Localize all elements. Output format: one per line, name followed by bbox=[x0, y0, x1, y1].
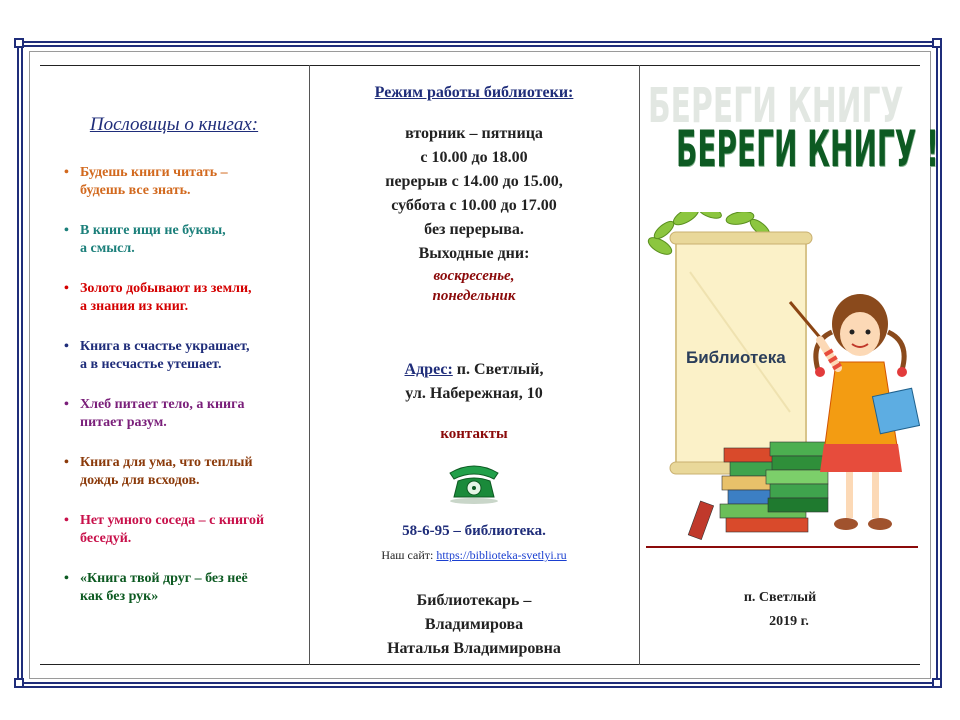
proverb-line: а смысл. bbox=[80, 241, 135, 256]
day-off: воскресенье, bbox=[433, 268, 515, 284]
cover-footer bbox=[640, 586, 920, 634]
proverb-item bbox=[64, 396, 308, 432]
poster-label: Библиотека bbox=[686, 348, 786, 367]
proverb-line: дождь для всходов. bbox=[80, 473, 200, 488]
proverb-item bbox=[64, 280, 308, 316]
phone-number: 58-6-95 – библиотека. bbox=[402, 523, 546, 539]
proverb-line: а знания из книг. bbox=[80, 299, 189, 314]
address-line: ул. Набережная, 10 bbox=[405, 385, 543, 402]
schedule-line: без перерыва. bbox=[424, 221, 524, 238]
site-label: Наш сайт: bbox=[381, 548, 437, 562]
proverb-item bbox=[64, 338, 308, 374]
proverb-line: как без рук» bbox=[80, 589, 159, 604]
proverb-item bbox=[64, 512, 308, 548]
schedule-title: Режим работы библиотеки: bbox=[374, 84, 574, 101]
proverb-item bbox=[64, 570, 308, 606]
bullet-icon: • bbox=[64, 513, 69, 528]
cover-title: БЕРЕГИ КНИГУ ! bbox=[676, 120, 939, 178]
proverb-line: Будешь книги читать – bbox=[80, 165, 228, 180]
site-link[interactable]: https://biblioteka-svetlyi.ru bbox=[436, 548, 567, 562]
frame-corner bbox=[14, 678, 24, 688]
contacts-title: контакты bbox=[440, 426, 508, 442]
proverb-line: будешь все знать. bbox=[80, 183, 191, 198]
librarian-line: Библиотекарь – bbox=[416, 592, 532, 609]
website bbox=[310, 548, 638, 563]
telephone-icon bbox=[444, 457, 504, 505]
proverb-line: беседуй. bbox=[80, 531, 132, 546]
schedule-line: суббота с 10.00 до 17.00 bbox=[391, 197, 557, 214]
librarian-block bbox=[310, 589, 638, 661]
frame-corner bbox=[932, 38, 942, 48]
frame-corner bbox=[14, 38, 24, 48]
proverbs-column bbox=[40, 66, 308, 664]
proverb-item bbox=[64, 222, 308, 258]
info-column bbox=[310, 66, 638, 664]
proverbs-title: Пословицы о книгах: bbox=[89, 114, 259, 135]
librarian-line: Владимирова bbox=[424, 616, 524, 633]
cover-column bbox=[640, 66, 939, 664]
proverb-line: В книге ищи не буквы, bbox=[80, 223, 226, 238]
cover-divider bbox=[646, 546, 918, 548]
proverb-line: а в несчастье утешает. bbox=[80, 357, 222, 372]
bullet-icon: • bbox=[64, 223, 69, 238]
librarian-line: Наталья Владимировна bbox=[387, 640, 561, 657]
bullet-icon: • bbox=[64, 165, 69, 180]
proverb-line: Книга для ума, что теплый bbox=[80, 455, 253, 470]
bullet-icon: • bbox=[64, 281, 69, 296]
day-off: понедельник bbox=[432, 288, 516, 304]
schedule-block bbox=[310, 122, 638, 306]
place-name: п. Светлый bbox=[743, 590, 817, 605]
address-label: Адрес: bbox=[404, 361, 453, 378]
bullet-icon: • bbox=[64, 397, 69, 412]
bullet-icon: • bbox=[64, 571, 69, 586]
schedule-line: перерыв с 14.00 до 15.00, bbox=[385, 173, 563, 190]
bottom-rule bbox=[40, 664, 920, 665]
proverb-line: Книга в счастье украшает, bbox=[80, 339, 250, 354]
library-illustration bbox=[640, 212, 920, 612]
proverb-item bbox=[64, 164, 308, 200]
proverb-line: Золото добывают из земли, bbox=[80, 281, 252, 296]
frame-corner bbox=[932, 678, 942, 688]
address-line: п. Светлый, bbox=[452, 361, 544, 378]
proverbs-list bbox=[40, 164, 308, 606]
proverb-line: Нет умного соседа – с книгой bbox=[80, 513, 265, 528]
proverb-line: питает разум. bbox=[80, 415, 167, 430]
bullet-icon: • bbox=[64, 339, 69, 354]
proverb-line: «Книга твой друг – без неё bbox=[80, 571, 248, 586]
schedule-line: с 10.00 до 18.00 bbox=[420, 149, 528, 166]
schedule-line: Выходные дни: bbox=[418, 245, 530, 262]
address-block bbox=[310, 358, 638, 406]
cover-title-shadow: БЕРЕГИ КНИГУ bbox=[648, 78, 904, 134]
schedule-line: вторник – пятница bbox=[405, 125, 543, 142]
bullet-icon: • bbox=[64, 455, 69, 470]
proverb-item bbox=[64, 454, 308, 490]
proverb-line: Хлеб питает тело, а книга bbox=[80, 397, 245, 412]
year: 2019 г. bbox=[769, 614, 809, 629]
